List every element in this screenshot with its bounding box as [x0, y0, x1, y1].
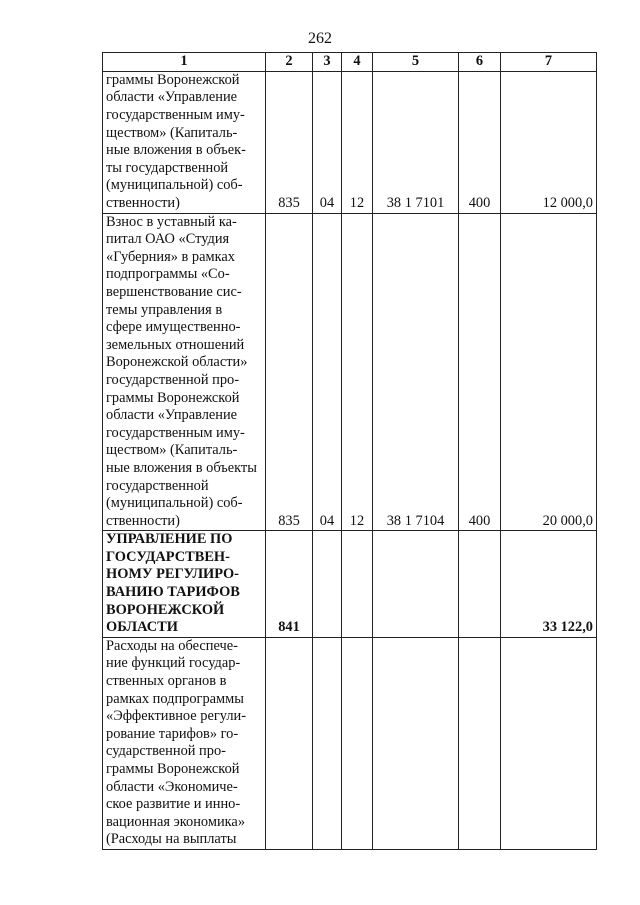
- row-description: УПРАВЛЕНИЕ ПО ГОСУДАРСТВЕН- НОМУ РЕГУЛИРО- ВАНИЮ ТАРИФОВ ВОРОНЕЖСКОЙ ОБЛАСТИ: [103, 531, 266, 638]
- cell-code: 835: [266, 213, 313, 531]
- row-description: граммы Воронежской области «Управление государственным иму- ществом» (Капиталь- ные вложения в объек- ты государственной (муниципальной) соб- ственности): [103, 71, 266, 213]
- cell-section: 04: [313, 71, 342, 213]
- cell-amount: 12 000,0: [501, 71, 597, 213]
- cell-code: 841: [266, 531, 313, 638]
- cell-type: [459, 531, 501, 638]
- cell-target: 38 1 7101: [373, 71, 459, 213]
- page-number: 262: [308, 30, 332, 47]
- table-row: [103, 637, 597, 849]
- cell-section: 04: [313, 213, 342, 531]
- cell-amount: 20 000,0: [501, 213, 597, 531]
- row-description: Взнос в уставный ка- питал ОАО «Студия «Губерния» в рамках подпрограммы «Со- вершенствование сис- темы управления в сфере имущественно- земельных отношений Воронежской области» государственной про- граммы Воронежской области «Управление государственным иму- ществом» (Капиталь- ные вложения в объекты государственной (муниципальной) соб- ственности): [103, 213, 266, 531]
- cell-type: 400: [459, 213, 501, 531]
- column-header: 2: [266, 53, 313, 72]
- row-description: Расходы на обеспече- ние функций государ- ственных органов в рамках подпрограммы «Эффективное регули- рование тарифов» го- сударственной про- граммы Воронежской области «Экономиче- ское развитие и инно- вационная экономика» (Расходы на выплаты: [103, 637, 266, 849]
- table-row: [103, 213, 597, 531]
- cell-target: [373, 637, 459, 849]
- cell-amount: 33 122,0: [501, 531, 597, 638]
- cell-section: [313, 531, 342, 638]
- cell-subsection: 12: [342, 213, 373, 531]
- cell-subsection: [342, 531, 373, 638]
- cell-subsection: [342, 637, 373, 849]
- column-header: 4: [342, 53, 373, 72]
- cell-subsection: 12: [342, 71, 373, 213]
- cell-section: [313, 637, 342, 849]
- cell-code: [266, 637, 313, 849]
- cell-code: 835: [266, 71, 313, 213]
- column-header: 6: [459, 53, 501, 72]
- column-header: 7: [501, 53, 597, 72]
- cell-target: 38 1 7104: [373, 213, 459, 531]
- table-row: [103, 71, 597, 213]
- cell-target: [373, 531, 459, 638]
- column-header: 1: [103, 53, 266, 72]
- cell-type: [459, 637, 501, 849]
- table-row: [103, 531, 597, 638]
- column-header: 5: [373, 53, 459, 72]
- column-header: 3: [313, 53, 342, 72]
- table-header-row: [103, 53, 597, 72]
- budget-table: [102, 52, 597, 850]
- cell-amount: [501, 637, 597, 849]
- cell-type: 400: [459, 71, 501, 213]
